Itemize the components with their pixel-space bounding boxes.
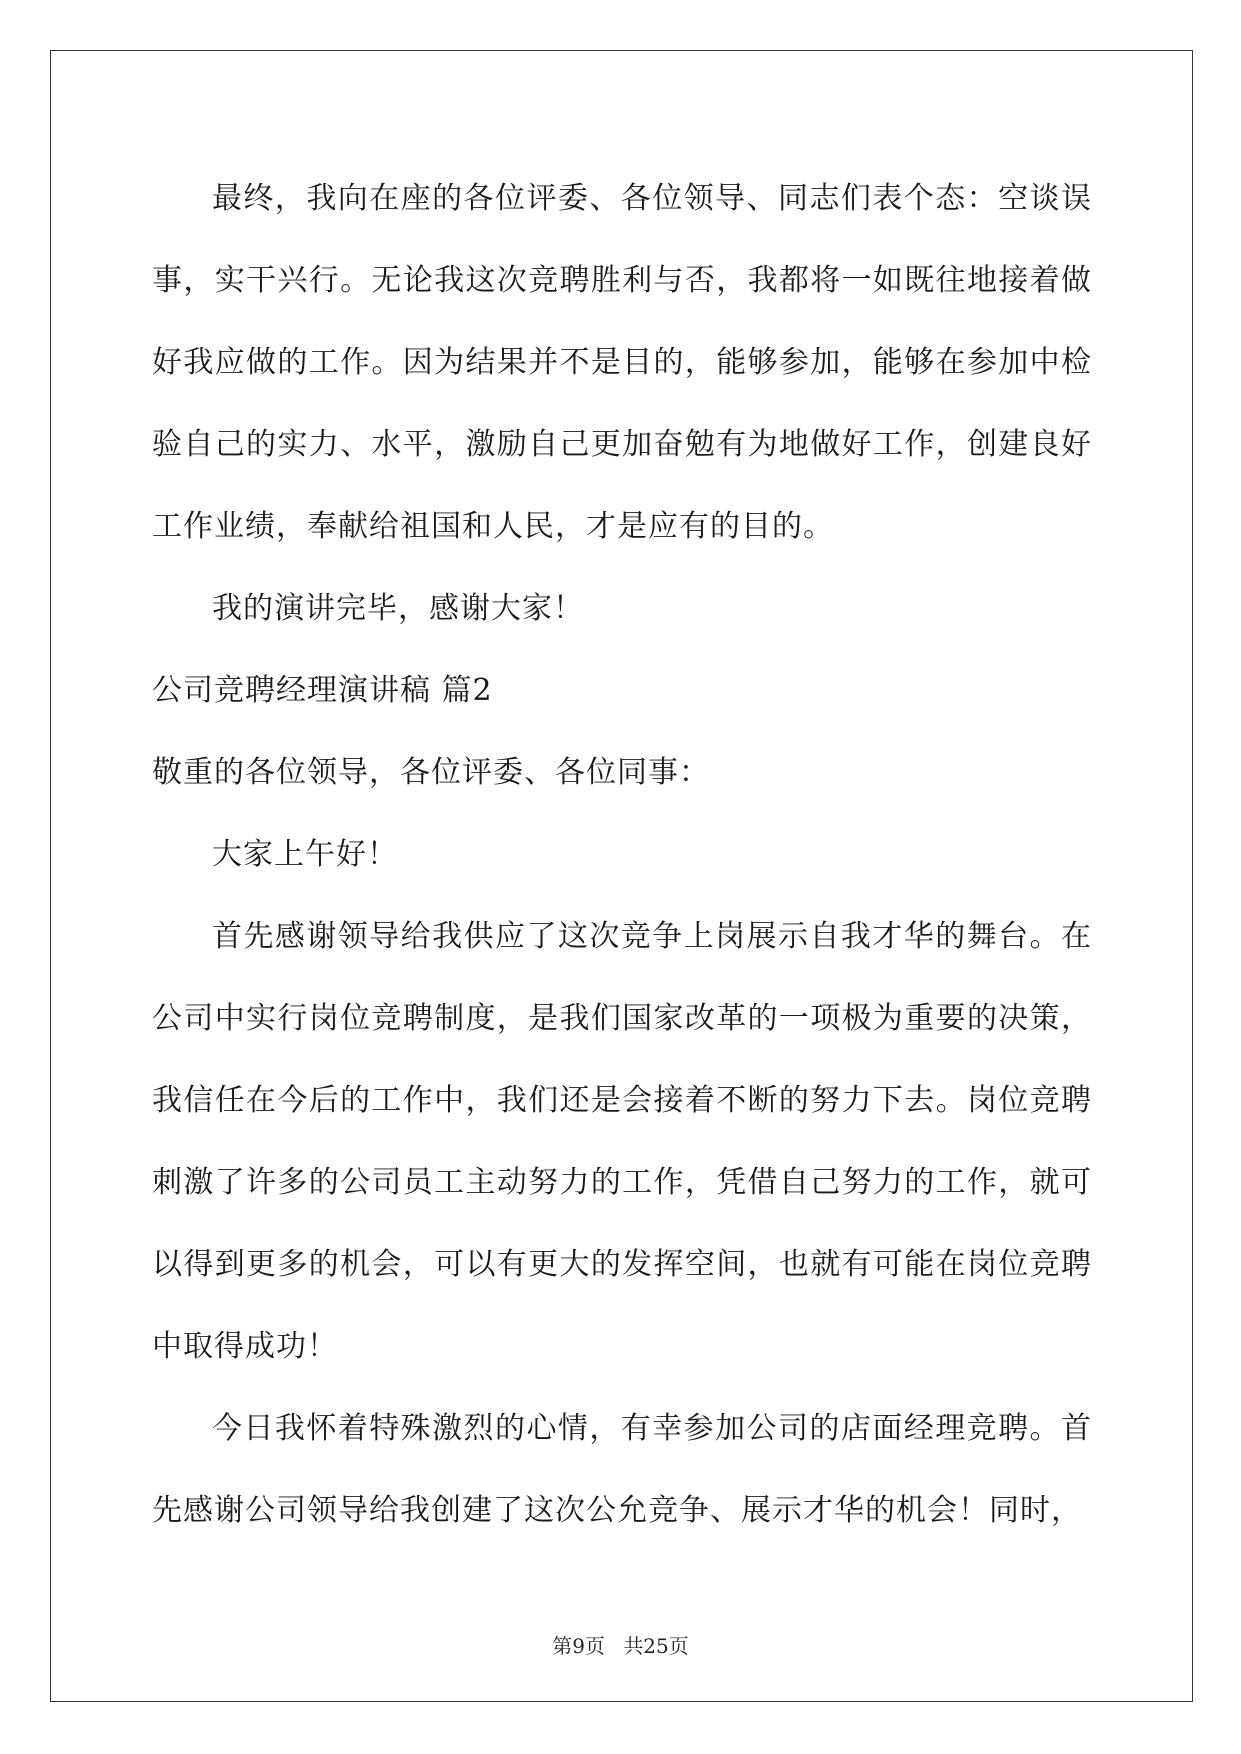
paragraph-conclusion: 最终，我向在座的各位评委、各位领导、同志们表个态：空谈误事，实干兴行。无论我这次竞聘胜利与否，我都将一如既往地接着做好我应做的工作。因为结果并不是目的，能够参加，能够在参加中检验自己的实力、水平，激励自己更加奋勉有为地做好工作，创建良好工作业绩，奉献给祖国和人民，才是应有的目的。 — [152, 181, 1092, 544]
greeting: 大家上午好！ — [212, 837, 398, 872]
paragraph-intro: 首先感谢领导给我供应了这次竞争上岗展示自我才华的舞台。在公司中实行岗位竞聘制度，是我们国家改革的一项极为重要的决策，我信任在今后的工作中，我们还是会接着不断的努力下去。岗位竞聘刺激了许多的公司员工主动努力的工作，凭借自己努力的工作，就可以得到更多的机会，可以有更大的发挥空间，也就有可能在岗位竞聘中取得成功！ — [152, 919, 1092, 1364]
page-number: 第9页 — [552, 1634, 605, 1658]
page-footer — [0, 1630, 1241, 1659]
section-title: 公司竞聘经理演讲稿 篇2 — [152, 673, 493, 708]
salutation: 敬重的各位领导，各位评委、各位同事： — [152, 755, 710, 790]
document-body — [152, 158, 1092, 1552]
total-pages: 共25页 — [623, 1634, 689, 1658]
paragraph-closing: 我的演讲完毕，感谢大家！ — [212, 591, 584, 626]
paragraph-today: 今日我怀着特殊激烈的心情，有幸参加公司的店面经理竞聘。首先感谢公司领导给我创建了这次公允竞争、展示才华的机会！同时， — [152, 1411, 1092, 1528]
